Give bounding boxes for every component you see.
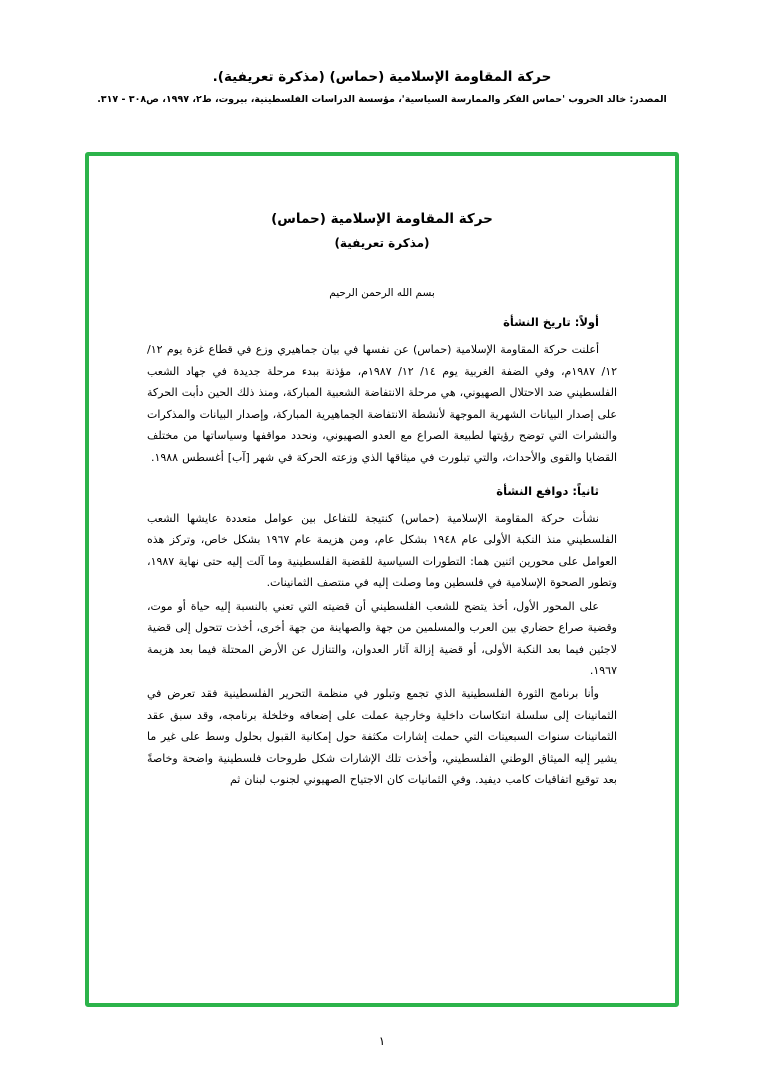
paragraph: أعلنت حركة المقاومة الإسلامية (حماس) عن نفسها في بيان جماهيري وزع في قطاع غزة يوم ١٢/ ١٢/ ١٩٨٧م، وفي الضفة الغربية يوم ١٤/ ١٢/ ١٩٨٧م، مؤذنة ببدء مرحلة جديدة في جهاد الشعب الفلسطيني ضد الاحتلال الصهيوني، هي مرحلة الانتفاضة الشعبية المباركة، ومنذ ذلك الحين دأبت الحركة على إصدار البيانات الشهرية الموجهة لأنشطة الانتفاضة الجماهيرية المباركة، وإصدار البيانات والمذكرات والنشرات التي توضح رؤيتها لطبيعة الصراع مع العدو الصهيوني، ونحدد مواقفها وسياساتها من مختلف القضايا والقوى والأحداث، والتي تبلورت في ميثاقها الذي وزعته الحركة في شهر [آب] أغسطس ١٩٨٨. (147, 343, 618, 464)
page-title: حركة المقاومة الإسلامية (حماس) (271, 211, 493, 227)
paragraph: نشأت حركة المقاومة الإسلامية (حماس) كنتيجة للتفاعل بين عوامل متعددة عايشها الشعب الفلسطيني منذ النكبة الأولى عام ١٩٤٨ بشكل عام، ومن هزيمة عام ١٩٦٧ بشكل خاص، وتركز هذه العوامل على محورين اثنين هما: التطورات السياسية للقضية الفلسطينية وما آلت إليه حتى نهاية ١٩٨٧، وتطور الصحوة الإسلامية في فلسطين وما وصلت إليه في منتصف الثمانينات. (147, 511, 618, 590)
paragraph: وأنا برنامج الثورة الفلسطينية الذي تجمع وتبلور في منظمة التحرير الفلسطينية فقد تعرض في الثمانينات إلى سلسلة انتكاسات داخلية وخارجية عملت على إضعافه وخلخلة برنامجه، وقد سبق عقد الثمانينات سنوات السبعينات التي حملت إشارات مكثفة حول إمكانية القبول بحلول وسط على غير ما يشير إليه الميثاق الوطني الفلسطيني، وأخذت تلك الإشارات شكل طروحات فلسطينية واضحة وخاصةً بعد توقيع اتفاقيات كامب ديفيد. وفي الثمانيات كان الاجتياح الصهيوني لجنوب لبنان ثم (147, 687, 617, 787)
section-heading-2: ثانياً: دوافع النشأة (496, 483, 599, 498)
header-source: المصدر: خالد الحروب 'حماس الفكر والممارسة السياسية'، مؤسسة الدراسات الفلسطينية، بيروت، ط٢، ١٩٩٧، ص٣٠٨ - ٣١٧. (97, 93, 667, 105)
page-number: ١ (378, 1034, 386, 1048)
content-frame (85, 152, 679, 1007)
header-title: حركة المقاومة الإسلامية (حماس) (مذكرة تعريفية). (212, 69, 552, 85)
section-heading-1: أولاً: تاريخ النشأة (503, 315, 599, 330)
basmala-line: بسم الله الرحمن الرحيم (329, 287, 435, 300)
paragraph: على المحور الأول، أخذ يتضح للشعب الفلسطيني أن قضيته التي تعني بالنسبة إليه حياة أو موت، وقضية صراع حضاري بين العرب والمسلمين من جهة والصهاينة من جهة أخرى، أخذت تتحول إلى قضية لاجئين فيما بعد النكبة الأولى، أو قضية إزالة آثار العدوان، والتنازل عن الأرض المحتلة فيما بعد هزيمة ١٩٦٧. (147, 599, 617, 678)
page-subtitle: (مذكرة تعريفية) (334, 235, 430, 250)
content-frame-inner (89, 156, 675, 1003)
document-header (0, 68, 764, 106)
